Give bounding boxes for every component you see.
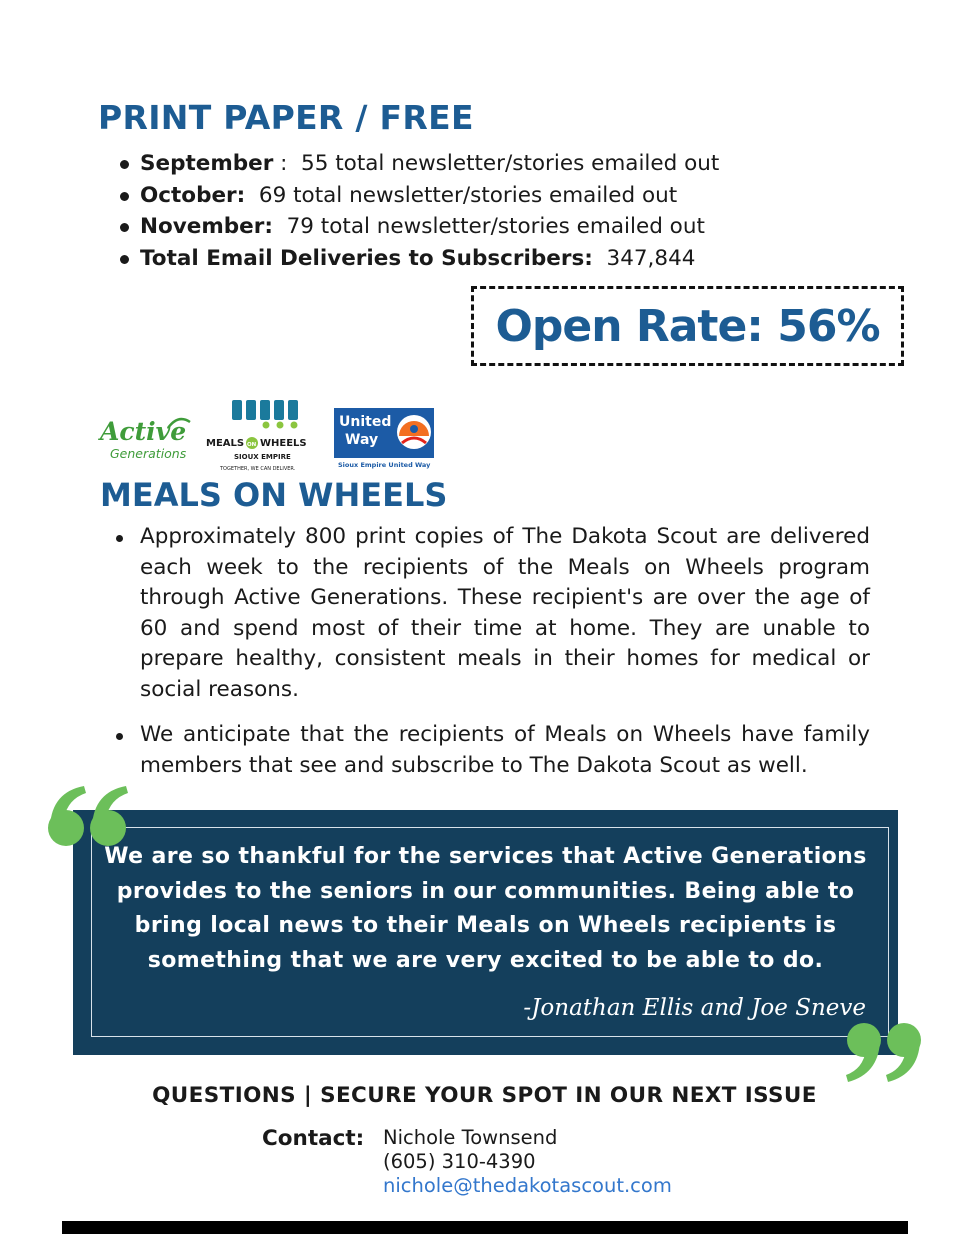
meals-on-wheels-logo <box>206 400 307 472</box>
call-to-action: QUESTIONS | SECURE YOUR SPOT IN OUR NEXT ISSUE <box>152 1083 817 1108</box>
list-item <box>118 148 719 180</box>
list-item <box>118 243 719 275</box>
list-item <box>118 180 719 212</box>
stat-value: 69 total newsletter/stories emailed out <box>258 182 678 208</box>
open-rate-box <box>471 286 904 366</box>
open-quote-icon <box>46 782 132 848</box>
united-way-logo <box>334 408 434 469</box>
stat-value: 347,844 <box>606 245 696 271</box>
svg-text:Generations: Generations <box>110 446 187 461</box>
svg-text:WHEELS: WHEELS <box>260 438 307 449</box>
stat-label: Total Email Deliveries to Subscribers: <box>140 245 593 271</box>
print-stats-list <box>118 148 719 274</box>
contact-label: Contact: <box>262 1126 365 1151</box>
list-item: We anticipate that the recipients of Meals on Wheels have family members that see and subscribe to The Dakota Scout as well. <box>112 720 870 781</box>
svg-text:SIOUX EMPIRE: SIOUX EMPIRE <box>234 453 291 461</box>
list-item <box>118 211 719 243</box>
bottom-rule <box>62 1221 908 1234</box>
svg-text:Way: Way <box>345 432 379 448</box>
svg-text:ON: ON <box>247 442 257 448</box>
svg-text:United: United <box>339 414 392 430</box>
stat-sep: : <box>273 151 302 176</box>
stat-sep <box>273 214 287 239</box>
stat-label: September <box>140 151 274 176</box>
quote-box <box>73 810 898 1055</box>
stat-value: 79 total newsletter/stories emailed out <box>286 214 705 239</box>
stat-sep <box>245 183 259 208</box>
partner-logos <box>96 392 446 474</box>
contact-phone: (605) 310-4390 <box>383 1150 536 1173</box>
open-rate-text: Open Rate: 56% <box>495 300 880 352</box>
stat-label: October: <box>140 182 246 208</box>
contact-details <box>383 1126 672 1198</box>
svg-text:MEALS: MEALS <box>206 438 245 449</box>
svg-text:TOGETHER, WE CAN DELIVER.: TOGETHER, WE CAN DELIVER. <box>220 466 296 472</box>
active-generations-logo <box>98 417 190 461</box>
svg-text:Active: Active <box>100 417 187 446</box>
stat-value: 55 total newsletter/stories emailed out <box>301 151 720 176</box>
meals-section-title: MEALS ON WHEELS <box>100 476 448 514</box>
contact-email-link[interactable]: nichole@thedakotascout.com <box>383 1174 672 1197</box>
stat-label: November: <box>140 214 273 239</box>
print-section-title: PRINT PAPER / FREE <box>98 98 474 137</box>
quote-author: -Jonathan Ellis and Joe Sneve <box>523 995 866 1021</box>
close-quote-icon <box>846 1020 926 1086</box>
quote-text: We are so thankful for the services that Active Generations provides to the seniors in our communities. Being able to bring local news to their Meals on Wheels recipients is something that we are very excited to be able to do. <box>104 844 867 973</box>
meals-list <box>112 522 870 796</box>
list-item: Approximately 800 print copies of The Dakota Scout are delivered each week to the recipients of the Meals on Wheels program through Active Generations. These recipient's are over the age of 60 and spend most of their time at home. They are unable to prepare healthy, consistent meals in their homes for medical or social reasons. <box>112 522 870 705</box>
stat-sep <box>593 246 607 271</box>
contact-name: Nichole Townsend <box>383 1126 558 1149</box>
svg-text:Sioux Empire United Way: Sioux Empire United Way <box>338 461 431 469</box>
